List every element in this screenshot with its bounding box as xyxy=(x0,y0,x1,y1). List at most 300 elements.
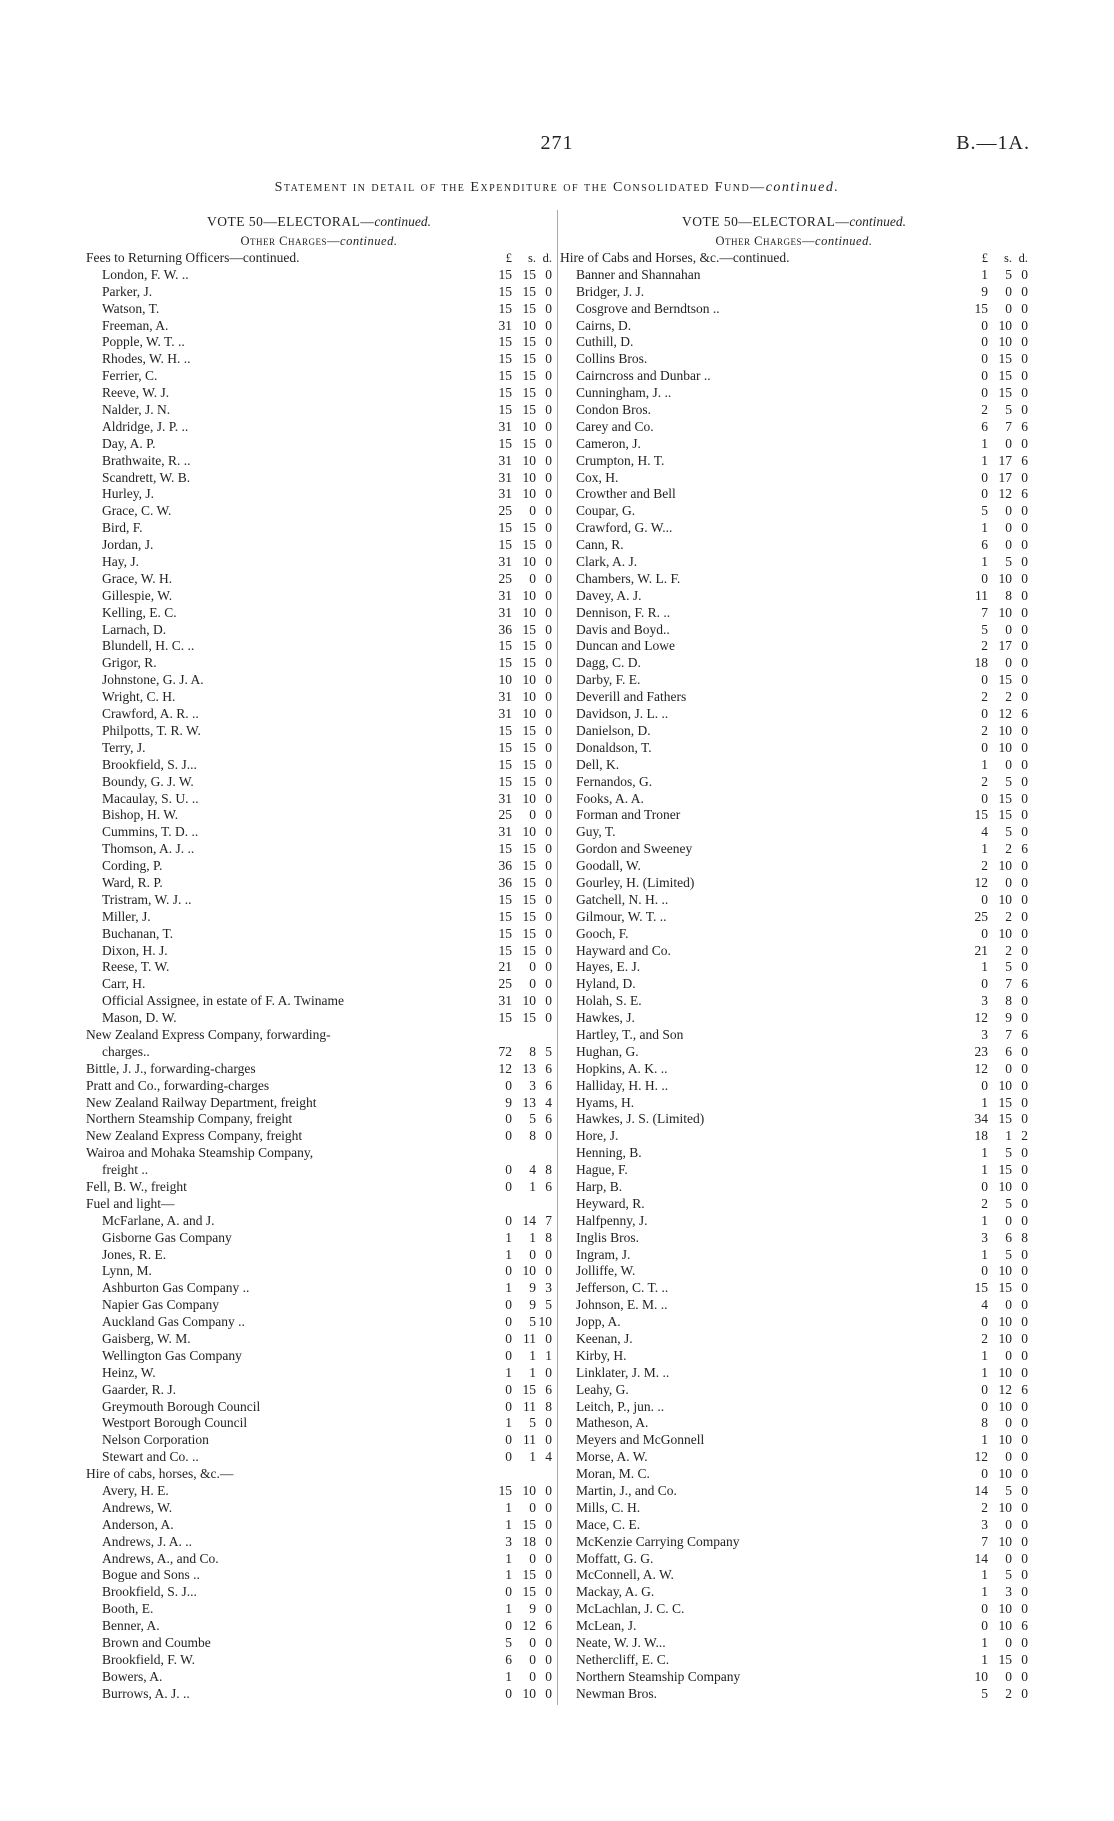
entry-name: Grace, W. H. xyxy=(102,570,173,586)
entry-name: Jolliffe, W. xyxy=(576,1263,636,1279)
other-charges-heading-left xyxy=(86,232,552,250)
pounds-value: 21 xyxy=(498,959,512,975)
pence-value: 0 xyxy=(545,1010,552,1026)
pounds-value: 0 xyxy=(981,1314,988,1330)
table-row xyxy=(560,993,1028,1010)
pence-value: 0 xyxy=(545,1635,552,1651)
pounds-header: £ xyxy=(981,251,988,265)
shillings-value: 10 xyxy=(998,1499,1012,1515)
pounds-value: 2 xyxy=(981,1499,988,1515)
pounds-value: 1 xyxy=(981,554,988,570)
pounds-value: 0 xyxy=(981,486,988,502)
entry-name: Fell, B. W., freight xyxy=(86,1178,187,1194)
pence-value: 0 xyxy=(1021,739,1028,755)
table-row xyxy=(86,824,552,841)
entry-name: Reese, T. W. xyxy=(102,959,170,975)
shillings-value: 15 xyxy=(522,756,536,772)
pounds-value: 25 xyxy=(498,503,512,519)
table-row xyxy=(560,1044,1028,1061)
pounds-value: 1 xyxy=(505,1415,512,1431)
shillings-value: 1 xyxy=(529,1347,536,1363)
column-heading-row xyxy=(560,250,1028,267)
section-heading: Fees to Returning Officers—continued. xyxy=(86,250,300,265)
entry-name: Carr, H. xyxy=(102,976,146,992)
entry-name: Greymouth Borough Council xyxy=(102,1398,261,1414)
entry-name: Cameron, J. xyxy=(576,435,641,451)
entry-name: Brookfield, S. J... xyxy=(102,756,197,772)
pence-value: 0 xyxy=(545,1364,552,1380)
shillings-value: 8 xyxy=(1005,993,1012,1009)
table-row xyxy=(86,1399,552,1416)
table-row xyxy=(560,1466,1028,1483)
table-row xyxy=(560,723,1028,740)
entry-name: Fuel and light— xyxy=(86,1195,175,1211)
document-reference: B.—1A. xyxy=(956,132,1030,154)
pence-value: 6 xyxy=(545,1618,552,1634)
pounds-value: 0 xyxy=(981,1178,988,1194)
pence-value: 6 xyxy=(1021,1381,1028,1397)
shillings-value: 10 xyxy=(998,925,1012,941)
table-row xyxy=(86,1348,552,1365)
entry-name: Watson, T. xyxy=(102,300,160,316)
table-row xyxy=(560,520,1028,537)
table-row xyxy=(86,453,552,470)
shillings-value: 7 xyxy=(1005,418,1012,434)
table-row xyxy=(560,537,1028,554)
pounds-value: 15 xyxy=(498,385,512,401)
pounds-value: 4 xyxy=(981,824,988,840)
entry-name: Meyers and McGonnell xyxy=(576,1432,705,1448)
pounds-value: 1 xyxy=(981,1635,988,1651)
pounds-value: 15 xyxy=(498,283,512,299)
entry-name: Crumpton, H. T. xyxy=(576,452,665,468)
table-row xyxy=(560,1652,1028,1669)
pounds-value: 15 xyxy=(974,300,988,316)
shillings-value: 7 xyxy=(1005,1026,1012,1042)
pence-value: 0 xyxy=(545,858,552,874)
pounds-value: 31 xyxy=(498,587,512,603)
pounds-value: 0 xyxy=(505,1347,512,1363)
pounds-value: 31 xyxy=(498,604,512,620)
entry-name: Booth, E. xyxy=(102,1601,154,1617)
shillings-value: 8 xyxy=(529,1128,536,1144)
shillings-value: 8 xyxy=(529,1043,536,1059)
entry-name: Jefferson, C. T. .. xyxy=(576,1280,669,1296)
pounds-value: 14 xyxy=(974,1483,988,1499)
pence-value: 0 xyxy=(545,351,552,367)
pounds-value: 0 xyxy=(981,1618,988,1634)
shillings-value: 15 xyxy=(522,435,536,451)
pence-value: 0 xyxy=(1021,1347,1028,1363)
entry-name: Kelling, E. C. xyxy=(102,604,177,620)
shillings-value: 6 xyxy=(1005,1043,1012,1059)
entry-name: Hurley, J. xyxy=(102,486,154,502)
pounds-value: 2 xyxy=(981,402,988,418)
entry-name: Day, A. P. xyxy=(102,435,156,451)
pence-value: 6 xyxy=(1021,418,1028,434)
table-row xyxy=(86,537,552,554)
table-row xyxy=(86,655,552,672)
pence-value: 0 xyxy=(545,1432,552,1448)
shillings-value: 15 xyxy=(998,790,1012,806)
pence-value: 0 xyxy=(545,1483,552,1499)
entry-name: New Zealand Railway Department, freight xyxy=(86,1094,317,1110)
entry-name: Gisborne Gas Company xyxy=(102,1229,232,1245)
pounds-value: 15 xyxy=(498,537,512,553)
shillings-value: 15 xyxy=(522,351,536,367)
entry-name: Miller, J. xyxy=(102,908,151,924)
pounds-value: 12 xyxy=(974,1010,988,1026)
entry-name: Cann, R. xyxy=(576,537,624,553)
shillings-value: 15 xyxy=(998,1651,1012,1667)
entry-name: charges.. xyxy=(102,1043,150,1059)
entry-name: Buchanan, T. xyxy=(102,925,174,941)
table-row xyxy=(86,1500,552,1517)
entry-name: Andrews, A., and Co. xyxy=(102,1550,219,1566)
pence-value: 0 xyxy=(1021,689,1028,705)
pounds-value: 15 xyxy=(498,402,512,418)
pounds-value: 3 xyxy=(981,993,988,1009)
shillings-value: 10 xyxy=(522,1685,536,1701)
entry-name: Bridger, J. J. xyxy=(576,283,645,299)
table-row xyxy=(560,1297,1028,1314)
entry-name: Scandrett, W. B. xyxy=(102,469,191,485)
pounds-value: 1 xyxy=(981,1567,988,1583)
table-row xyxy=(86,1449,552,1466)
shillings-value: 0 xyxy=(1005,655,1012,671)
entry-name: Jones, R. E. xyxy=(102,1246,167,1262)
pounds-value: 15 xyxy=(498,1483,512,1499)
pounds-value: 15 xyxy=(498,841,512,857)
entry-name: Bird, F. xyxy=(102,520,143,536)
table-row xyxy=(560,1534,1028,1551)
pounds-value: 0 xyxy=(981,317,988,333)
table-row xyxy=(86,1196,552,1213)
pence-value: 0 xyxy=(1021,520,1028,536)
pounds-value: 3 xyxy=(981,1229,988,1245)
shillings-value: 15 xyxy=(522,537,536,553)
shillings-value: 0 xyxy=(529,1668,536,1684)
pence-value: 0 xyxy=(545,1331,552,1346)
pence-value: 0 xyxy=(1021,1466,1028,1482)
table-row xyxy=(560,554,1028,571)
shillings-value: 9 xyxy=(529,1601,536,1617)
pence-value: 0 xyxy=(1021,1043,1028,1059)
table-row xyxy=(86,1686,552,1703)
table-row xyxy=(560,1162,1028,1179)
table-row xyxy=(560,841,1028,858)
table-row xyxy=(560,588,1028,605)
pence-value: 0 xyxy=(545,435,552,451)
other-charges-continued: continued. xyxy=(340,234,398,248)
table-row xyxy=(86,1382,552,1399)
table-row xyxy=(560,976,1028,993)
pounds-value: 0 xyxy=(505,1111,512,1127)
table-row xyxy=(560,1517,1028,1534)
entry-name: Hayward and Co. xyxy=(576,942,671,958)
pounds-value: 15 xyxy=(974,1280,988,1296)
pounds-value: 3 xyxy=(981,1026,988,1042)
shillings-value: 4 xyxy=(529,1162,536,1178)
pounds-value: 1 xyxy=(505,1668,512,1684)
table-row xyxy=(560,351,1028,368)
table-row xyxy=(86,368,552,385)
pounds-value: 1 xyxy=(981,452,988,468)
shillings-value: 0 xyxy=(1005,621,1012,637)
pounds-value: 31 xyxy=(498,993,512,1009)
pounds-value: 0 xyxy=(505,1128,512,1144)
entry-name: Grigor, R. xyxy=(102,655,157,671)
entry-name: Cairncross and Dunbar .. xyxy=(576,368,711,384)
entry-name: Neate, W. J. W... xyxy=(576,1635,666,1651)
shillings-value: 10 xyxy=(522,790,536,806)
pence-value: 0 xyxy=(1021,891,1028,907)
table-row xyxy=(560,318,1028,335)
pence-value: 0 xyxy=(1021,655,1028,671)
entry-name: Danielson, D. xyxy=(576,722,651,738)
shillings-value: 10 xyxy=(998,1314,1012,1330)
table-row xyxy=(560,334,1028,351)
pence-value: 0 xyxy=(1021,1668,1028,1684)
entry-name: Anderson, A. xyxy=(102,1516,174,1532)
pounds-value: 0 xyxy=(981,368,988,384)
pounds-value: 18 xyxy=(974,1128,988,1144)
shillings-value: 10 xyxy=(998,1618,1012,1634)
pounds-value: 1 xyxy=(981,1584,988,1600)
right-column xyxy=(560,212,1028,1703)
pounds-value: 15 xyxy=(498,520,512,536)
table-row xyxy=(86,486,552,503)
entry-name: Dixon, H. J. xyxy=(102,942,168,958)
pounds-value: 0 xyxy=(505,1432,512,1448)
pence-value: 0 xyxy=(545,1550,552,1566)
pounds-value: 31 xyxy=(498,706,512,722)
shillings-value: 5 xyxy=(1005,1145,1012,1161)
table-row xyxy=(86,1314,552,1331)
table-row xyxy=(86,1010,552,1027)
shillings-value: 0 xyxy=(1005,435,1012,451)
entry-name: Gillespie, W. xyxy=(102,587,173,603)
entry-name: Freeman, A. xyxy=(102,317,169,333)
shillings-value: 15 xyxy=(522,655,536,671)
pence-value: 0 xyxy=(1021,1398,1028,1414)
entry-name: Wright, C. H. xyxy=(102,689,176,705)
table-row xyxy=(560,892,1028,909)
pounds-value: 2 xyxy=(981,1331,988,1346)
entry-name: Clark, A. J. xyxy=(576,554,638,570)
shillings-value: 2 xyxy=(1005,689,1012,705)
table-row xyxy=(560,1415,1028,1432)
entry-name: Hyland, D. xyxy=(576,976,636,992)
pounds-value: 15 xyxy=(498,351,512,367)
pounds-value: 36 xyxy=(498,874,512,890)
entry-name: Fernandos, G. xyxy=(576,773,653,789)
shillings-value: 12 xyxy=(522,1618,536,1634)
shillings-value: 0 xyxy=(529,807,536,823)
shillings-value xyxy=(512,1145,536,1162)
pounds-value: 12 xyxy=(498,1060,512,1076)
pounds-value: 0 xyxy=(981,469,988,485)
shillings-value: 0 xyxy=(529,1246,536,1262)
pounds-value: 25 xyxy=(498,976,512,992)
table-row xyxy=(560,909,1028,926)
pounds-value: 36 xyxy=(498,621,512,637)
pounds-value: 1 xyxy=(981,1364,988,1380)
pounds-value: 3 xyxy=(981,1516,988,1532)
pounds-value: 0 xyxy=(981,672,988,688)
table-row xyxy=(86,301,552,318)
pounds-value: 0 xyxy=(505,1212,512,1228)
entry-name: Coupar, G. xyxy=(576,503,636,519)
pence-value: 0 xyxy=(545,503,552,519)
pence-value: 0 xyxy=(1021,1280,1028,1296)
table-row xyxy=(560,1686,1028,1703)
table-row xyxy=(86,1078,552,1095)
table-row xyxy=(86,959,552,976)
pounds-value: 1 xyxy=(505,1601,512,1617)
shillings-value: 10 xyxy=(998,891,1012,907)
entry-name: Cunningham, J. .. xyxy=(576,385,672,401)
pounds-value: 1 xyxy=(981,1094,988,1110)
entry-name: freight .. xyxy=(102,1162,149,1178)
pence-value: 0 xyxy=(1021,537,1028,553)
table-row xyxy=(560,689,1028,706)
pounds-value: 1 xyxy=(505,1516,512,1532)
table-row xyxy=(86,385,552,402)
shillings-value: 10 xyxy=(522,604,536,620)
entry-name: Heinz, W. xyxy=(102,1364,156,1380)
entry-name: Gourley, H. (Limited) xyxy=(576,874,695,890)
entry-name: Gatchell, N. H. .. xyxy=(576,891,669,907)
table-row xyxy=(86,723,552,740)
pence-value: 0 xyxy=(1021,1178,1028,1194)
vote-title-text: VOTE 50—ELECTORAL— xyxy=(682,214,850,229)
entry-name: Leahy, G. xyxy=(576,1381,629,1397)
entry-name: Matheson, A. xyxy=(576,1415,649,1431)
shillings-value: 15 xyxy=(998,1111,1012,1127)
shillings-value: 5 xyxy=(1005,824,1012,840)
shillings-value: 1 xyxy=(1005,1128,1012,1144)
table-row xyxy=(560,672,1028,689)
pence-value: 0 xyxy=(545,976,552,992)
shillings-value: 0 xyxy=(1005,874,1012,890)
entry-name: Duncan and Lowe xyxy=(576,638,675,654)
table-row xyxy=(560,959,1028,976)
entry-name: Deverill and Fathers xyxy=(576,689,687,705)
shillings-value: 10 xyxy=(522,486,536,502)
shillings-value: 15 xyxy=(998,1162,1012,1178)
table-row xyxy=(560,774,1028,791)
pence-value: 10 xyxy=(538,1314,552,1330)
table-row xyxy=(86,588,552,605)
table-row xyxy=(560,385,1028,402)
shillings-value: 2 xyxy=(1005,841,1012,857)
shillings-value: 15 xyxy=(522,773,536,789)
table-row xyxy=(86,1331,552,1348)
pence-value: 0 xyxy=(545,368,552,384)
shillings-value: 0 xyxy=(1005,756,1012,772)
table-row xyxy=(86,976,552,993)
entry-name: Carey and Co. xyxy=(576,418,654,434)
table-row xyxy=(86,638,552,655)
statement-heading xyxy=(0,180,1114,196)
entry-name: Holah, S. E. xyxy=(576,993,642,1009)
shillings-value: 10 xyxy=(998,1331,1012,1346)
pounds-value: 1 xyxy=(505,1567,512,1583)
pence-value: 0 xyxy=(545,874,552,890)
pounds-value: 0 xyxy=(505,1381,512,1397)
pence-value: 0 xyxy=(545,790,552,806)
pence-value: 0 xyxy=(545,1567,552,1583)
pounds-value: 4 xyxy=(981,1297,988,1313)
shillings-value: 3 xyxy=(529,1077,536,1093)
shillings-value: 15 xyxy=(522,841,536,857)
pounds-value: 0 xyxy=(505,1162,512,1178)
pence-value: 0 xyxy=(545,1246,552,1262)
shillings-value: 10 xyxy=(522,689,536,705)
pence-value: 0 xyxy=(1021,874,1028,890)
entry-name: Dell, K. xyxy=(576,756,620,772)
entry-name: Davis and Boyd.. xyxy=(576,621,670,637)
entry-name: Guy, T. xyxy=(576,824,616,840)
pounds-value: 31 xyxy=(498,824,512,840)
pence-value: 0 xyxy=(1021,368,1028,384)
entry-name: Linklater, J. M. .. xyxy=(576,1364,670,1380)
shillings-value: 0 xyxy=(1005,300,1012,316)
shillings-value: 15 xyxy=(522,1567,536,1583)
table-row xyxy=(560,1618,1028,1635)
shillings-value: 5 xyxy=(1005,266,1012,282)
shillings-value: 10 xyxy=(998,1263,1012,1279)
entry-name: Moran, M. C. xyxy=(576,1466,650,1482)
pounds-value: 2 xyxy=(981,773,988,789)
table-row xyxy=(86,1111,552,1128)
table-row xyxy=(560,1280,1028,1297)
shillings-value xyxy=(512,1196,536,1213)
pounds-value: 0 xyxy=(505,1398,512,1414)
pounds-value: 15 xyxy=(498,756,512,772)
pence-value: 0 xyxy=(1021,283,1028,299)
pence-value: 0 xyxy=(1021,756,1028,772)
entry-name: Gordon and Sweeney xyxy=(576,841,693,857)
pence-value: 0 xyxy=(1021,1094,1028,1110)
pence-value: 0 xyxy=(545,1668,552,1684)
shillings-value: 8 xyxy=(1005,587,1012,603)
entry-name: Andrews, J. A. .. xyxy=(102,1533,192,1549)
entry-name: Avery, H. E. xyxy=(102,1483,169,1499)
table-row xyxy=(86,1601,552,1618)
entry-name: Hayes, E. J. xyxy=(576,959,641,975)
entry-name: Nethercliff, E. C. xyxy=(576,1651,670,1667)
pounds-value: 1 xyxy=(981,841,988,857)
shillings-value: 15 xyxy=(522,266,536,282)
table-row xyxy=(86,503,552,520)
pence-value: 0 xyxy=(1021,1685,1028,1701)
table-row xyxy=(86,993,552,1010)
pence-value: 0 xyxy=(1021,1195,1028,1211)
table-row xyxy=(560,1213,1028,1230)
entry-name: Keenan, J. xyxy=(576,1331,633,1346)
shillings-value: 1 xyxy=(529,1178,536,1194)
shillings-header: s. xyxy=(1004,251,1012,265)
shillings-value: 1 xyxy=(529,1364,536,1380)
table-row xyxy=(86,284,552,301)
pence-value: 6 xyxy=(1021,841,1028,857)
pounds-value: 31 xyxy=(498,689,512,705)
pounds-value: 7 xyxy=(981,1533,988,1549)
entry-name: Ashburton Gas Company .. xyxy=(102,1280,250,1296)
shillings-value: 0 xyxy=(529,1651,536,1667)
